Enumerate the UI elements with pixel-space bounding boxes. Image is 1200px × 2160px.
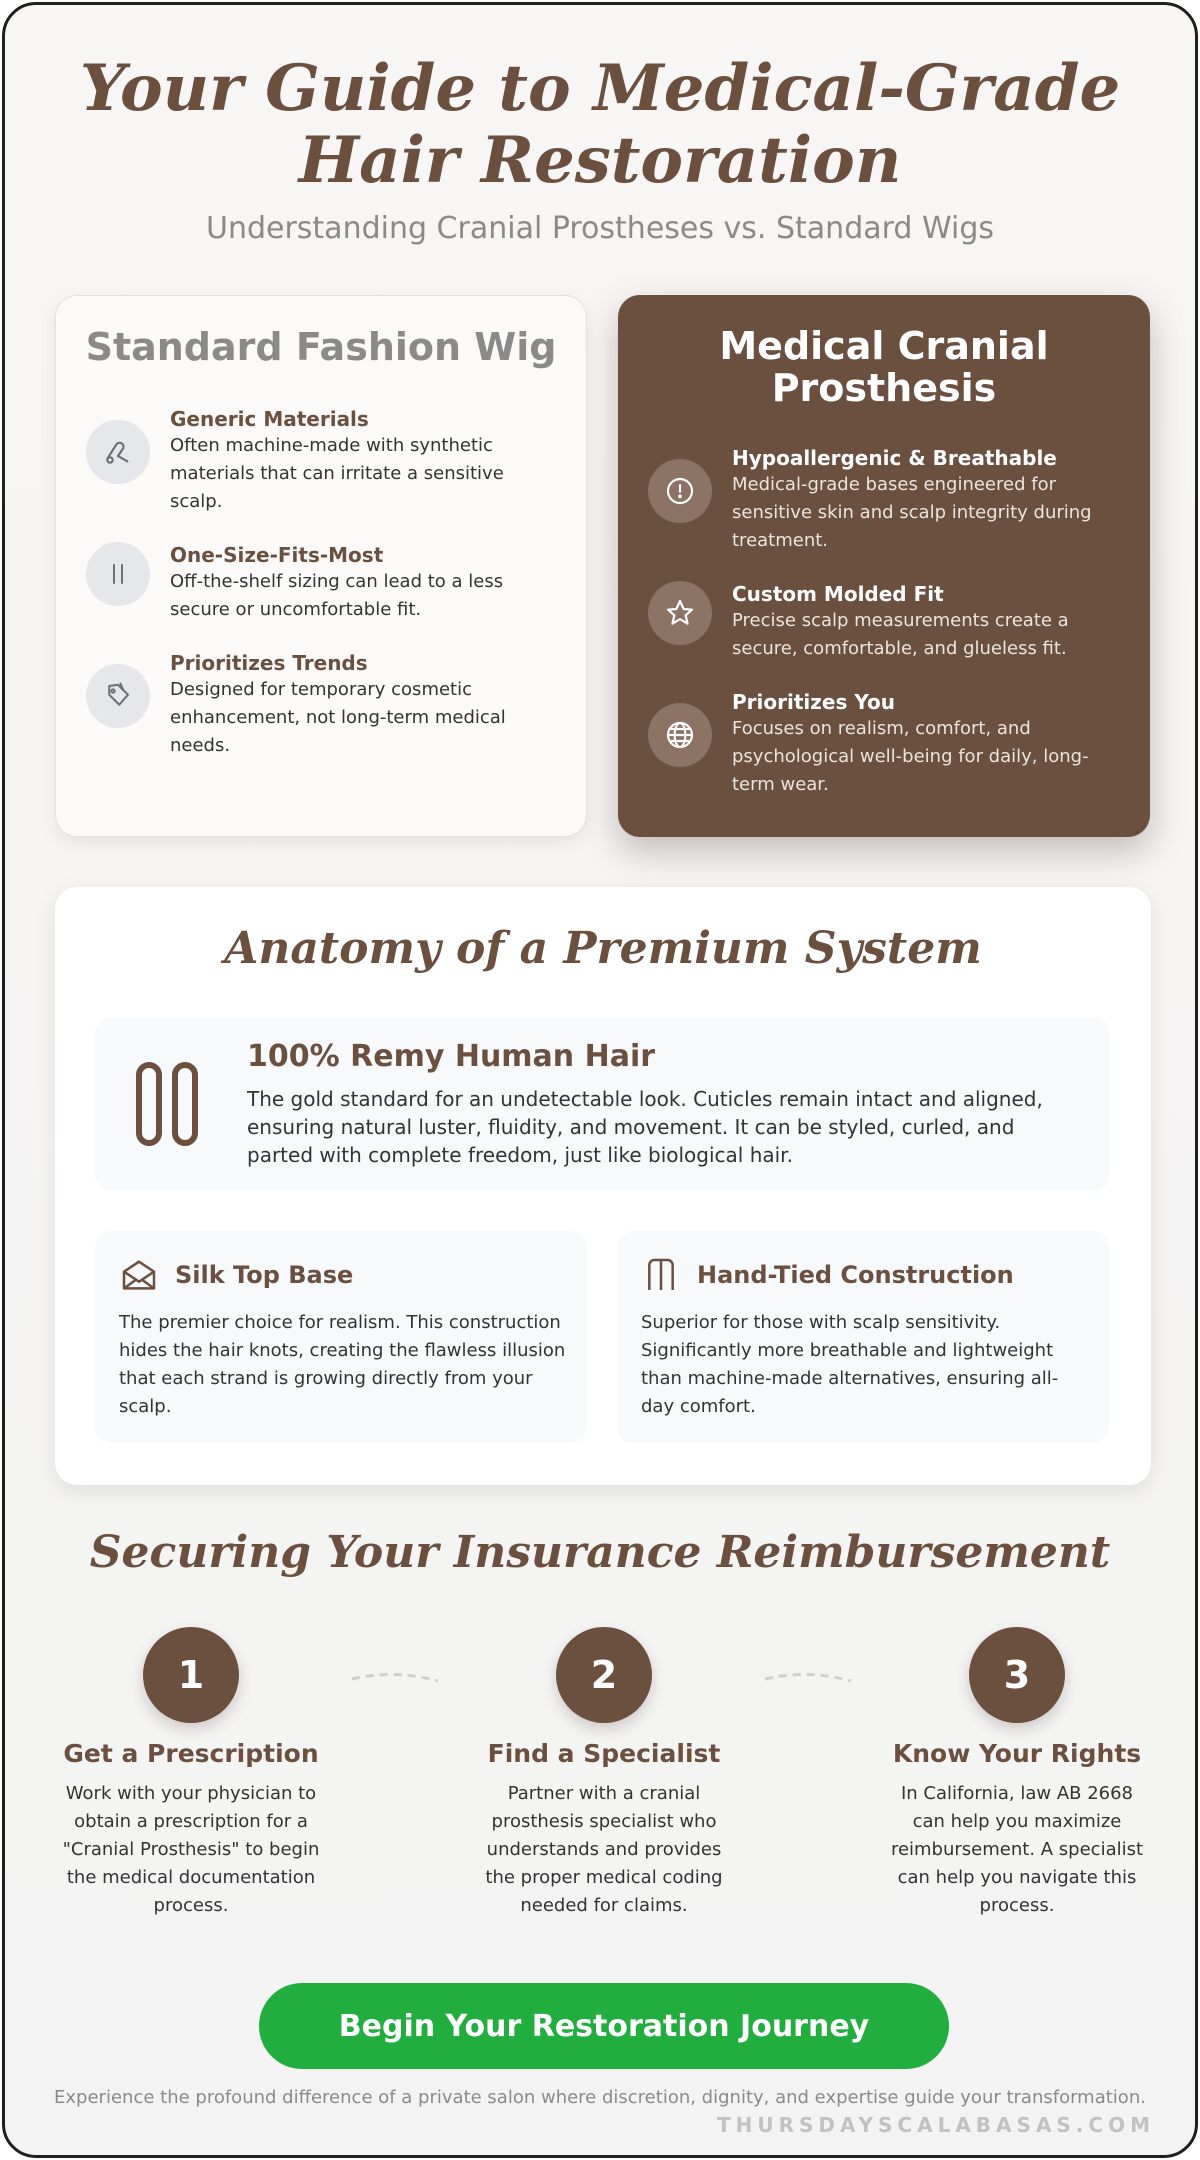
step-desc: Partner with a cranial prosthesis specialist who understands and provides the proper medical coding needed for claims.	[485, 1783, 723, 1916]
step-item	[56, 1627, 326, 1920]
hand-tied-title: Hand-Tied Construction	[697, 1261, 1014, 1289]
card-title: Standard Fashion Wig	[85, 325, 557, 369]
step-connector	[763, 1671, 853, 1687]
page-subtitle: Understanding Cranial Prostheses vs. Standard Wigs	[205, 211, 995, 246]
footer-url[interactable]: THURSDAYSCALABASAS.COM	[716, 2113, 1155, 2137]
remy-hair-panel	[95, 1017, 1109, 1191]
tag-icon	[86, 664, 150, 728]
feature-desc: Medical-grade bases engineered for sensitive skin and scalp integrity during treatment.	[732, 474, 1092, 551]
step-title: Find a Specialist	[487, 1739, 721, 1768]
feature-title: Custom Molded Fit	[732, 582, 944, 606]
feature-title: Hypoallergenic & Breathable	[732, 446, 1057, 470]
envelope-open-icon	[119, 1255, 159, 1299]
anatomy-section	[55, 887, 1151, 1485]
columns-icon	[641, 1255, 681, 1299]
step-item	[469, 1627, 739, 1920]
feature-title: One-Size-Fits-Most	[170, 543, 384, 567]
feature-title: Prioritizes You	[732, 690, 895, 714]
medical-prosthesis-card	[618, 295, 1150, 837]
card-title: Medical Cranial Prosthesis	[719, 324, 1049, 410]
infographic-frame	[2, 2, 1198, 2158]
feature-desc: Focuses on realism, comfort, and psychological well-being for daily, long-term wear.	[732, 718, 1089, 795]
section-title: Anatomy of a Premium System	[224, 923, 982, 974]
feature-desc: Designed for temporary cosmetic enhancement, not long-term medical needs.	[170, 679, 506, 756]
star-icon	[648, 581, 712, 645]
silk-top-title: Silk Top Base	[175, 1261, 354, 1289]
feature-title: Generic Materials	[170, 407, 369, 431]
alert-circle-icon	[648, 459, 712, 523]
hand-tied-desc: Superior for those with scalp sensitivity. Significantly more breathable and lightweight than machine-made alternatives, ensuring all-day comfort.	[641, 1312, 1059, 1417]
step-connector	[350, 1671, 440, 1687]
step-number: 2	[556, 1627, 652, 1723]
remy-title: 100% Remy Human Hair	[247, 1039, 656, 1074]
feature-desc: Often machine-made with synthetic materials that can irritate a sensitive scalp.	[170, 435, 504, 512]
step-title: Get a Prescription	[63, 1739, 319, 1768]
begin-journey-button[interactable]: Begin Your Restoration Journey	[259, 1983, 949, 2069]
step-number: 1	[143, 1627, 239, 1723]
remy-desc: The gold standard for an undetectable look. Cuticles remain intact and aligned, ensuring natural luster, fluidity, and movement. It can be styled, curled, and parted with complete freedom, just like biological hair.	[247, 1087, 1043, 1167]
hair-dryer-icon	[86, 420, 150, 484]
step-number: 3	[969, 1627, 1065, 1723]
globe-icon	[648, 703, 712, 767]
feature-desc: Off-the-shelf sizing can lead to a less secure or uncomfortable fit.	[170, 571, 504, 620]
step-desc: In California, law AB 2668 can help you maximize reimbursement. A specialist can help you navigate this process.	[890, 1783, 1144, 1916]
step-title: Know Your Rights	[892, 1739, 1142, 1768]
page-title: Your Guide to Medical-Grade Hair Restoration	[79, 51, 1121, 198]
insurance-title: Securing Your Insurance Reimbursement	[89, 1527, 1111, 1578]
hair-strands-icon	[133, 1059, 203, 1153]
feature-title: Prioritizes Trends	[170, 651, 368, 675]
footer-tagline: Experience the profound difference of a private salon where discretion, dignity, and expertise guide your transformation.	[54, 2087, 1146, 2108]
hand-tied-panel	[617, 1231, 1109, 1443]
feature-desc: Precise scalp measurements create a secure, comfortable, and glueless fit.	[732, 610, 1069, 659]
silk-top-desc: The premier choice for realism. This construction hides the hair knots, creating the flawless illusion that each strand is growing directly from your scalp.	[119, 1312, 566, 1417]
step-item	[882, 1627, 1152, 1920]
step-desc: Work with your physician to obtain a prescription for a "Cranial Prosthesis" to begin the medical documentation process.	[62, 1783, 320, 1916]
standard-wig-card	[55, 295, 587, 837]
pause-bars-icon	[86, 542, 150, 606]
silk-top-panel	[95, 1231, 587, 1443]
